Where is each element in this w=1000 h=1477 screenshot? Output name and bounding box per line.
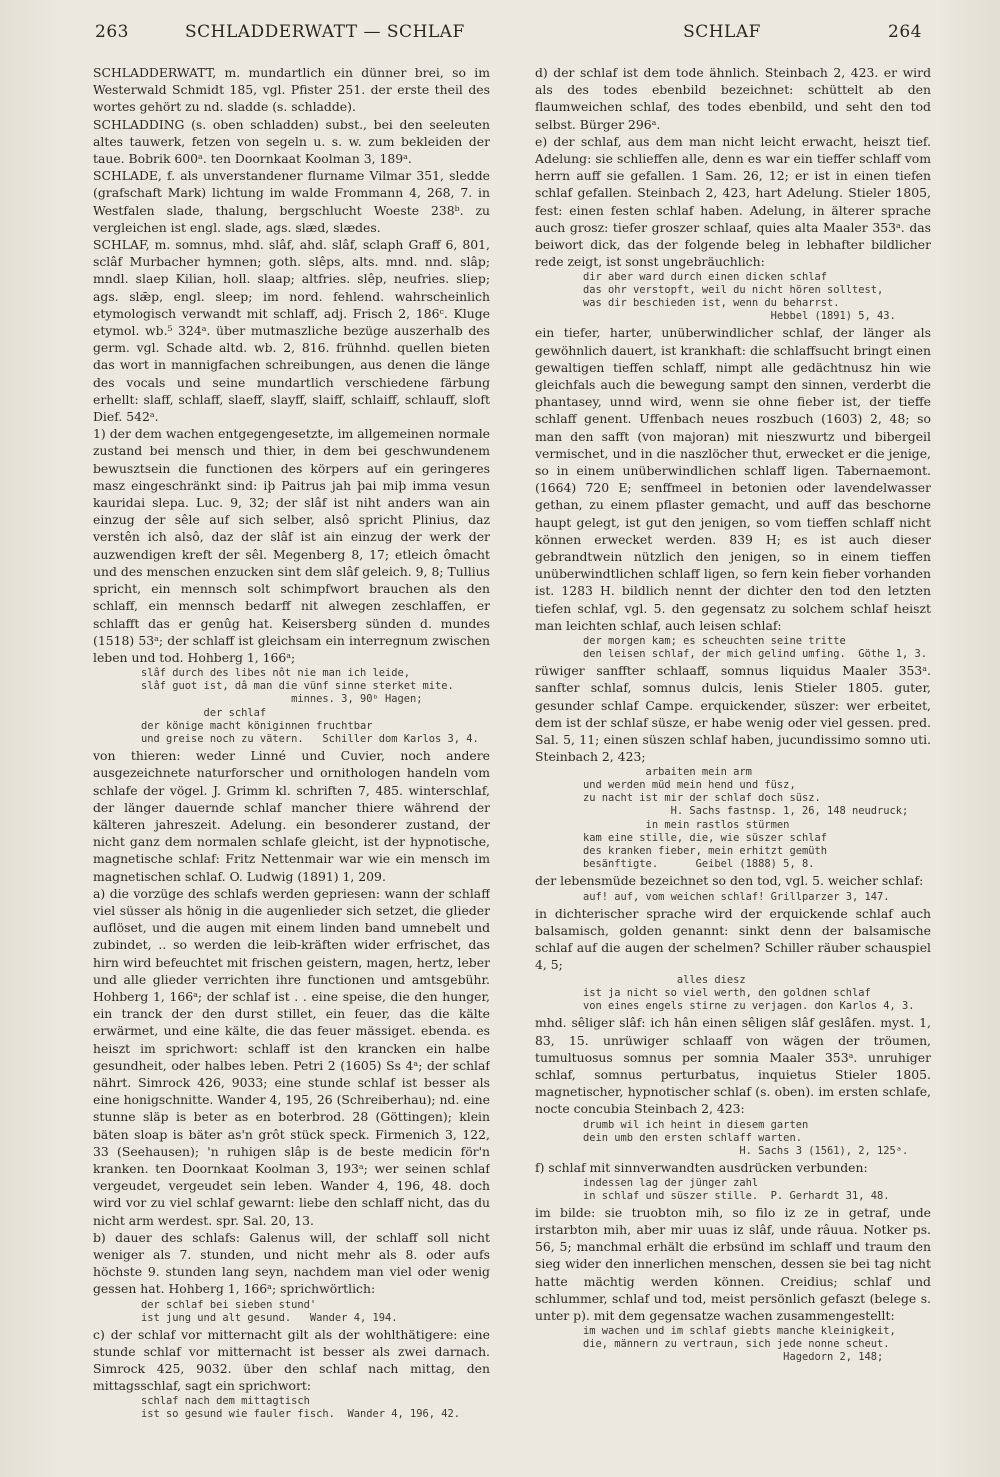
left-page-number: 263 — [95, 22, 129, 42]
quotation-verse: der schlaf bei sieben stund' ist jung und alt gesund. Wander 4, 194. — [141, 1298, 398, 1324]
entry-paragraph: b) dauer des schlafs: Galenus will, der schlaff soll nicht weniger als 7. stunden, und nicht mehr als 8. oder aufs höchste 9. stunden lang seyn, nachdem man viel oder wenig gessen hat. Hohberg 1, 166ᵃ; sprichwörtlich: — [93, 1229, 490, 1297]
right-column — [535, 64, 931, 1459]
quotation-verse: arbaiten mein arm und werden müd mein hend und füsz, zu nacht ist mir der schlaf doch süsz. H. Sachs fastnsp. 1, 26, 148 neudruck; — [583, 766, 909, 818]
entry-paragraph: 1) der dem wachen entgegengesetzte, im allgemeinen normale zustand bei mensch und thier, in dem bei geschwundenem bewusztsein die functionen des körpers auf ein geringeres masz eingeschränkt sind: iþ Paitrus jah þai miþ imma vesun kauridai slepa. Luc. 9, 32; der slâf ist niht anders wan ain einzug der sêle auf sich selber, alsô spricht Plinius, daz verstên ich alsô, daz der slâf ist ain einzug der werk der auzwendigen kreft der sêl. Megenberg 8, 17; etleich ômacht und des menschen enzucken sint dem slâf geleich. 9, 8; Tullius spricht, ein mennsch solt schimpfwort brauchen als den schlaff, ein mennsch bedarff nit alwegen zeschlaffen, er schlafft das er genûg hat. Keisersberg sünden d. mundes (1518) 53ᵃ; der schlaff ist gleichsam ein interregnum zwischen leben und tod. Hohberg 1, 166ᵃ; — [93, 426, 490, 665]
left-column — [93, 64, 490, 1459]
entry-paragraph: SCHLAF, m. somnus, mhd. slâf, ahd. slâf, sclaph Graff 6, 801, sclâf Murbacher hymnen; goth. slêps, alts. mnd. nnd. slâp; mndl. slaep Kilian, holl. slaap; altfries. slêp, neufries. sliep; ags. slǣp, engl. sleep; im nord. fehlend. wahrscheinlich etymologisch verwandt mit schlaff, adj. Frisch 2, 186ᶜ. Kluge etymol. wb.⁵ 324ᵃ. über mutmaszliche bezüge auszerhalb des germ. vgl. Schade altd. wb. 2, 816. frühnhd. quellen bieten das wort in mannigfachen schreibungen, aus denen die länge des vocals und seine mundartlich verschiedene färbung erhellt: slaff, schlaff, slaeff, slayff, slaiff, schlaiff, schlauff, sloft Dief. 542ᵃ. — [93, 237, 490, 425]
entry-paragraph: SCHLADDERWATT, m. mundartlich ein dünner brei, so im Westerwald Schmidt 185, vgl. Pfister 251. der erste theil des wortes gehört zu nd. sladde (s. schladde). — [93, 65, 490, 115]
right-page-number: 264 — [888, 22, 922, 42]
right-page-header — [522, 22, 922, 52]
quotation-verse: alles diesz ist ja nicht so viel werth, den goldnen schlaf von eines engels stirne zu verjagen. don Karlos 4, 3. — [583, 974, 915, 1013]
entry-paragraph: e) der schlaf, aus dem man nicht leicht erwacht, heiszt tief. Adelung: sie schlieffen alle, denn es war ein tieffer schlaff vom herrn auff sie gefallen. 1 Sam. 26, 12; er ist in einen tiefen schlaf gefallen. Steinbach 2, 423, hart Adelung. Stieler 1805, fest: einen festen schlaf haben. Adelung, in älterer sprache auch grosz: tiefer groszer schlaaf, quies alta Maaler 353ᵃ. das beiwort dick, das der folgende beleg in lebhafter bildlicher rede zeigt, ist sonst ungebräuchlich: — [535, 133, 931, 270]
entry-paragraph: von thieren: weder Linné und Cuvier, noch andere ausgezeichnete naturforscher und ornithologen handeln vom schlafe der vögel. J. Grimm kl. schriften 7, 485. winterschlaf, der länger dauernde schlaf mancher thiere während der kälteren jahreszeit. Adelung. ein besonderer zustand, der nicht ganz dem normalen schlafe gleicht, ist der hypnotische, magnetische schlaf: Fritz Nettenmair war wie ein mensch im magnetischen schlaf. O. Ludwig (1891) 1, 209. — [93, 748, 490, 884]
entry-paragraph: SCHLADDING (s. oben schladden) subst., bei den seeleuten altes tauwerk, fetzen von segeln u. s. w. zum bekleiden der taue. Bobrik 600ᵃ. ten Doornkaat Koolman 3, 189ᵃ. — [93, 116, 490, 167]
quotation-verse: slâf durch des libes nôt nie man ich leide, slâf guot ist, dâ man die vünf sinne sterket mite. minnes. 3, 90ᵇ Hagen; — [141, 667, 454, 706]
quotation-verse: auf! auf, vom weichen schlaf! Grillparzer 3, 147. — [583, 890, 890, 903]
entry-paragraph: mhd. sêliger slâf: ich hân einen sêligen slâf geslâfen. myst. 1, 83, 15. unrüwiger schlaaff von wägen der tröumen, tumultuosus somnus per somnia Maaler 353ᵃ. unruhiger schlaf, somnus perturbatus, inquietus Stieler 1805. magnetischer, hypnotischer schlaf (s. oben). im ersten schlafe, nocte concubia Steinbach 2, 423: — [535, 1015, 931, 1117]
entry-paragraph: d) der schlaf ist dem tode ähnlich. Steinbach 2, 423. er wird als des todes ebenbild bezeichnet: schüttelt ab den flaumweichen schlaf, des todes ebenbild, und seht den tod selbst. Bürger 296ᵃ. — [535, 65, 931, 132]
left-page-header — [95, 22, 480, 52]
quotation-verse: schlaf nach dem mittagtisch ist so gesund wie fauler fisch. Wander 4, 196, 42. — [141, 1395, 461, 1421]
entry-paragraph: rüwiger sanffter schlaaff, somnus liquidus Maaler 353ᵃ. sanfter schlaf, somnus dulcis, lenis Stieler 1805. guter, gesunder schlaf Campe. erquickender, süszer: wer erbeitet, dem ist der schlaf süsze, er habe wenig oder viel gessen. pred. Sal. 5, 11; einen süszen schlaf haben, jucundissimo somno uti. Steinbach 2, 423; — [535, 663, 931, 765]
left-running-title: SCHLADDERWATT — SCHLAF — [185, 22, 465, 42]
quotation-verse: dir aber ward durch einen dicken schlaf das ohr verstopft, weil du nicht hören solltest, was dir beschieden ist, wenn du beharrst. Hebbel (1891) 5, 43. — [583, 271, 896, 323]
entry-paragraph: c) der schlaf vor mitternacht gilt als der wohlthätigere: eine stunde schlaf vor mitternacht ist besser als zwei darnach. Simrock 425, 9032. über den schlaf nach mittag, den mittagsschlaf, sagt ein sprichwort: — [93, 1326, 490, 1394]
quotation-verse: in mein rastlos stürmen kam eine stille, die, wie süszer schlaf des kranken fieber, mein erhitzt gemüth besänftigte. Geibel (1888) 5, 8. — [583, 819, 827, 871]
quotation-verse: drumb wil ich heint in diesem garten dein umb den ersten schlaff warten. H. Sachs 3 (1561), 2, 125ᵃ. — [583, 1118, 909, 1157]
entry-paragraph: SCHLADE, f. als unverstandener flurname Vilmar 351, sledde (grafschaft Mark) lichtung im walde Frommann 4, 268, 7. in Westfalen slade, thalung, bergschlucht Woeste 238ᵇ. zu vergleichen ist engl. slade, ags. slæd, slædes. — [93, 168, 490, 235]
entry-paragraph: in dichterischer sprache wird der erquickende schlaf auch balsamisch, golden genannt: sinkt denn der balsamische schlaf auf die augen der schelmen? Schiller räuber schauspiel 4, 5; — [535, 905, 931, 973]
entry-paragraph: a) die vorzüge des schlafs werden gepriesen: wann der schlaff viel süsser als hönig in die augenlieder sich setzet, die glieder auflöset, und die augen mit einem linden band umnebelt und zubindet, .. so werden die leib-kräften wider erfrischet, das hirn wird befeuchtet mit frischen geistern, magen, hertz, leber und alle glieder verrichten ihre functionen und amtsgebühr. Hohberg 1, 166ᵃ; der schlaf ist . . eine speise, die den hunger, ein tranck der den durst stillet, ein feuer, das die kälte erwärmet, und eine kälte, die das feuer mässiget. ebenda. es heiszt im sprichwort: schlaff ist den krancken ein halbe gesundheit, oder halbes leben. Petri 2 (1605) Ss 4ᵃ; der schlaf nährt. Simrock 426, 9033; eine stunde schlaf ist besser als eine honigschnitte. Wander 4, 195, 26 (Schreiberhau); nd. eine stunne släp is beter as en boterbrod. 28 (Göttingen); klein bäten sloap is bäter as'n grôt stück speck. Firmenich 3, 122, 33 (Seehausen); 'n ruhigen slâp is de beste medicin för'n kranken. ten Doornkaat Koolman 3, 193ᵃ; wer seinen schlaf vergeudet, vergeudet sein leben. Wander 4, 196, 48. doch wird vor zu viel schlaf gewarnt: liebe den schlaff nicht, das du nicht arm werdest. spr. Sal. 20, 13. — [93, 885, 490, 1228]
quotation-verse: indessen lag der jünger zahl in schlaf und süszer stille. P. Gerhardt 31, 48. — [583, 1176, 890, 1202]
entry-paragraph: im bilde: sie truobton mih, so filo iz ze in getraf, unde irstarbton mih, aber mir uuas iz slâf, unde râuua. Notker ps. 56, 5; manchmal erhält die erbsünd im schlaff und traum den sieg wider den innerlichen menschen, dessen sie bei tag nicht hatte mächtig werden können. Creidius; schlaf und schlummer, schlaf und tod, meist persönlich gefaszt (belege s. unter p). mit dem gegensatze wachen zusammengestellt: — [535, 1204, 931, 1323]
entry-paragraph: f) schlaf mit sinnverwandten ausdrücken verbunden: — [535, 1159, 868, 1175]
quotation-verse: im wachen und im schlaf giebts manche kleinigkeit, die, männern zu vertraun, sich jede nonne scheut. Hagedorn 2, 148; — [583, 1325, 896, 1364]
entry-paragraph: ein tiefer, harter, unüberwindlicher schlaf, der länger als gewöhnlich dauert, ist krankhaft: die schlaffsucht bringt einen gewaltigen tieffen schlaff, nimpt alle gedächtnusz hin wie gleichfals auch die bewegung sampt den sinnen, verderbt die phantasey, unnd wird, wenn sie ohne fieber ist, der tieffe schlaff genent. Uffenbach neues roszbuch (1603) 2, 48; so man den safft (von majoran) mit nieszwurtz und bibergeil vermischet, und in die naszlöcher thut, erwecket er die jenige, so in einem unüberwindlichen schlaff ligen. Tabernaemont. (1664) 720 E; senffmeel in betonien oder lavendelwasser gethan, zu einem pflaster gemacht, und auff das beschorne haupt gelegt, ist gut den jenigen, so vom tieffen schlaff nicht können erwecket werden. 839 H; es ist auch dieser gebrandtwein nützlich den jenigen, so in einem tieffen unüberwindtlichen schlaff ligen, so fern kein fieber vorhanden ist. 1283 H. bildlich nennt der dichter den tod den letzten tiefen schlaf, vgl. 5. den gegensatz zu solchem schlaf heiszt man leichten schlaf, auch leisen schlaf: — [535, 325, 931, 633]
quotation-verse: der morgen kam; es scheuchten seine tritte den leisen schlaf, der mich gelind umfing. Göthe 1, 3. — [583, 635, 928, 661]
right-running-title: SCHLAF — [683, 22, 761, 42]
entry-paragraph: der lebensmüde bezeichnet so den tod, vgl. 5. weicher schlaf: — [535, 873, 924, 889]
quotation-verse: der schlaf der könige macht königinnen fruchtbar und greise noch zu vätern. Schiller dom Karlos 3, 4. — [141, 707, 479, 746]
